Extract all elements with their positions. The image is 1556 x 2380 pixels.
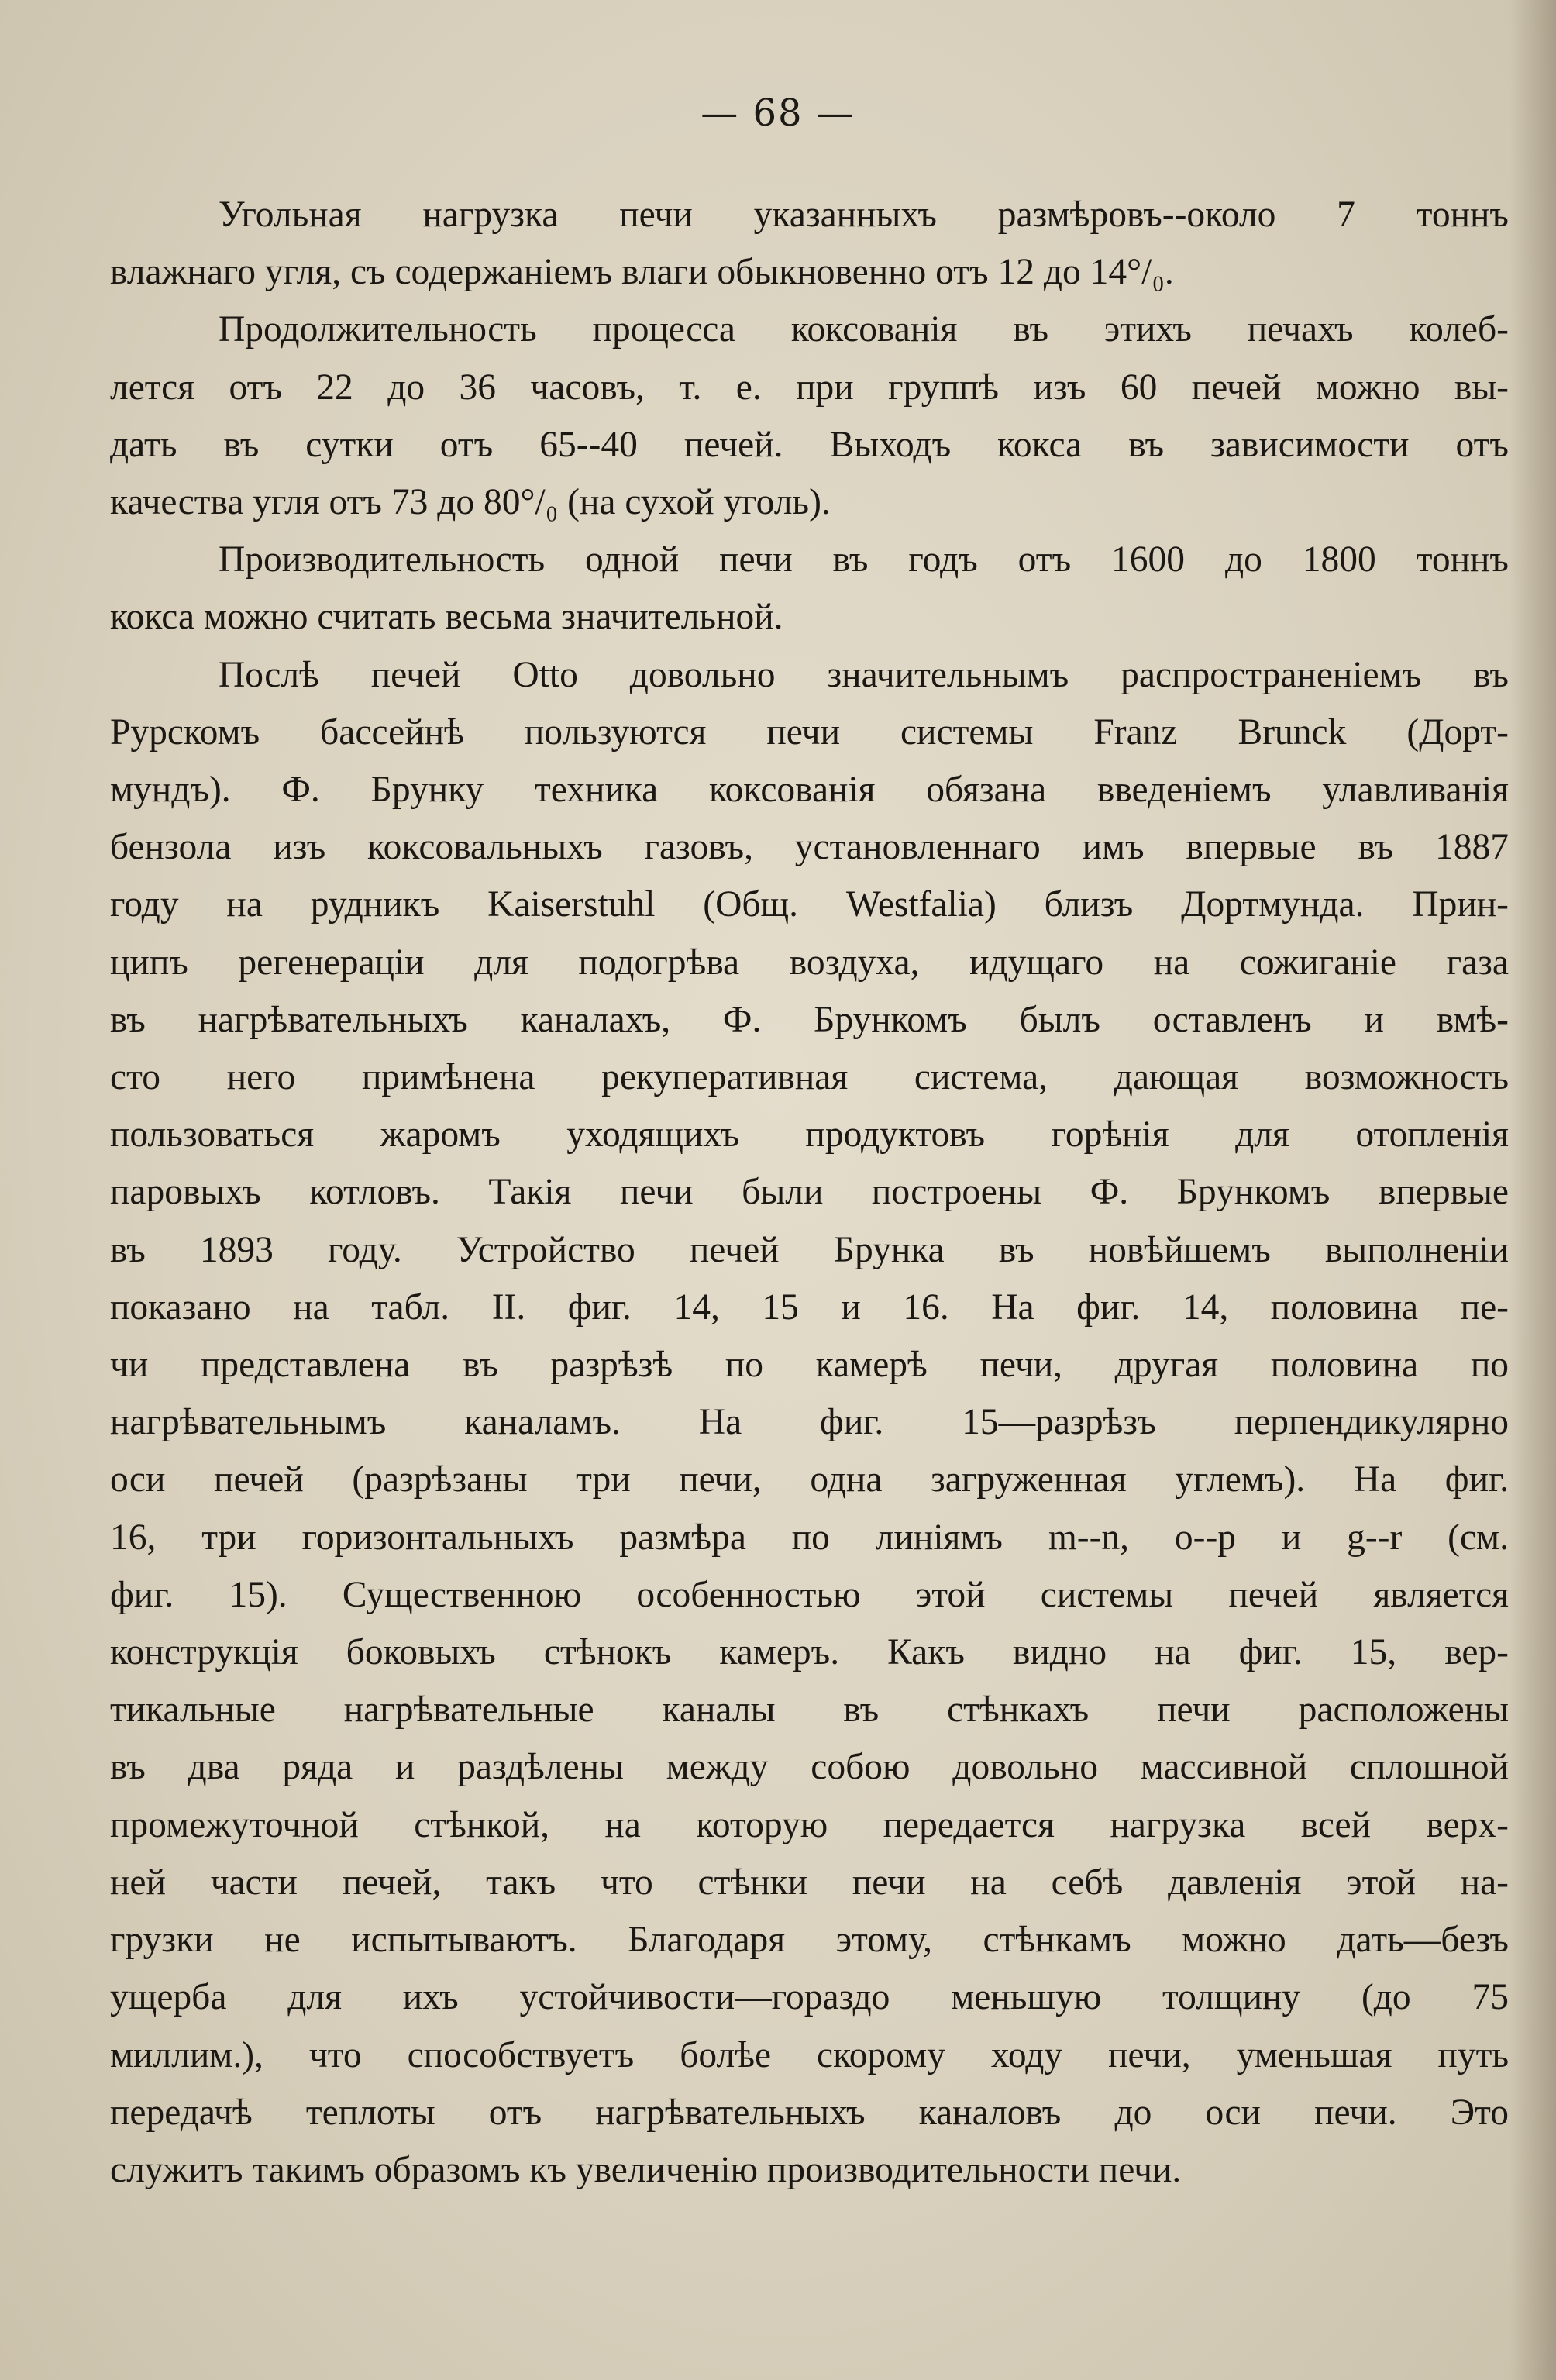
text-line: нагрѣвательнымъ каналамъ. На фиг. 15—разрѣзъ перпендикулярно (110, 1402, 1509, 1443)
text-line: Угольная нагрузка печи указанныхъ размѣровъ--около 7 тоннъ (219, 195, 1509, 235)
text-line: Послѣ печей Otto довольно значительнымъ распространеніемъ въ (219, 654, 1509, 695)
text-line: влажнаго угля, съ содержаніемъ влаги обыкновенно отъ 12 до 14°/₀. (110, 252, 1174, 293)
text-line: въ два ряда и раздѣлены между собою довольно массивной сплошной (110, 1747, 1509, 1788)
text-line: кокса можно считать весьма значительной. (110, 597, 783, 638)
text-line: передачѣ теплоты отъ нагрѣвательныхъ каналовъ до оси печи. Это (110, 2092, 1509, 2133)
text-line: сто него примѣнена рекуперативная система, дающая возможность (110, 1057, 1509, 1098)
text-line: миллим.), что способствуетъ болѣе скорому ходу печи, уменьшая путь (110, 2034, 1509, 2075)
text-line: году на рудникъ Kaiserstuhl (Общ. Westfalia) близъ Дортмунда. Прин- (110, 884, 1509, 925)
text-line: ципъ регенераціи для подогрѣва воздуха, идущаго на сожиганіе газа (110, 942, 1509, 983)
text-line: 16, три горизонтальныхъ размѣра по линіямъ m--n, o--p и g--r (см. (110, 1517, 1509, 1558)
text-line: бензола изъ коксовальныхъ газовъ, установленнаго имъ впервые въ 1887 (110, 827, 1509, 868)
text-line: грузки не испытываютъ. Благодаря этому, стѣнкамъ можно дать—безъ (110, 1920, 1509, 1961)
paragraph (110, 646, 1509, 2199)
text-line: фиг. 15). Существенною особенностью этой системы печей является (110, 1574, 1509, 1615)
text-line: ущерба для ихъ устойчивости—гораздо меньшую толщину (до 75 (110, 1977, 1509, 2018)
text-line: ней части печей, такъ что стѣнки печи на себѣ давленія этой на- (110, 1862, 1509, 1903)
page-number: — 68 — (701, 91, 855, 135)
text-line: дать въ сутки отъ 65--40 печей. Выходъ кокса въ зависимости отъ (110, 424, 1509, 465)
text-line: паровыхъ котловъ. Такія печи были построены Ф. Брункомъ впервые (110, 1172, 1509, 1213)
text-line: промежуточной стѣнкой, на которую передается нагрузка всей верх- (110, 1804, 1509, 1845)
text-line: лется отъ 22 до 36 часовъ, т. е. при группѣ изъ 60 печей можно вы- (110, 367, 1509, 408)
paragraph (110, 531, 1509, 646)
paragraph (110, 301, 1509, 531)
text-line: служитъ такимъ образомъ къ увеличенію производительности печи. (110, 2149, 1182, 2190)
text-line: мундъ). Ф. Брунку техника коксованія обязана введеніемъ улавливанія (110, 770, 1509, 811)
page-edge-shadow (1510, 0, 1556, 2380)
text-line: въ 1893 году. Устройство печей Брунка въ новѣйшемъ выполненіи (110, 1229, 1509, 1270)
text-line: оси печей (разрѣзаны три печи, одна загруженная углемъ). На фиг. (110, 1459, 1509, 1500)
text-line: конструкція боковыхъ стѣнокъ камеръ. Какъ видно на фиг. 15, вер- (110, 1632, 1509, 1673)
text-line: чи представлена въ разрѣзѣ по камерѣ печи, другая половина по (110, 1345, 1509, 1386)
body-text (110, 186, 1509, 2199)
text-line: тикальные нагрѣвательные каналы въ стѣнкахъ печи расположены (110, 1689, 1509, 1731)
paragraph (110, 186, 1509, 301)
text-line: Рурскомъ бассейнѣ пользуются печи системы Franz Brunck (Дорт- (110, 711, 1509, 753)
text-line: въ нагрѣвательныхъ каналахъ, Ф. Брункомъ былъ оставленъ и вмѣ- (110, 999, 1509, 1040)
text-line: показано на табл. II. фиг. 14, 15 и 16. На фиг. 14, половина пе- (110, 1286, 1509, 1328)
text-line: Продолжительность процесса коксованія въ этихъ печахъ колеб- (219, 309, 1509, 350)
text-line: Производительность одной печи въ годъ отъ 1600 до 1800 тоннъ (219, 539, 1509, 580)
text-line: качества угля отъ 73 до 80°/₀ (на сухой уголь). (110, 482, 831, 523)
text-line: пользоваться жаромъ уходящихъ продуктовъ горѣнія для отопленія (110, 1114, 1509, 1156)
